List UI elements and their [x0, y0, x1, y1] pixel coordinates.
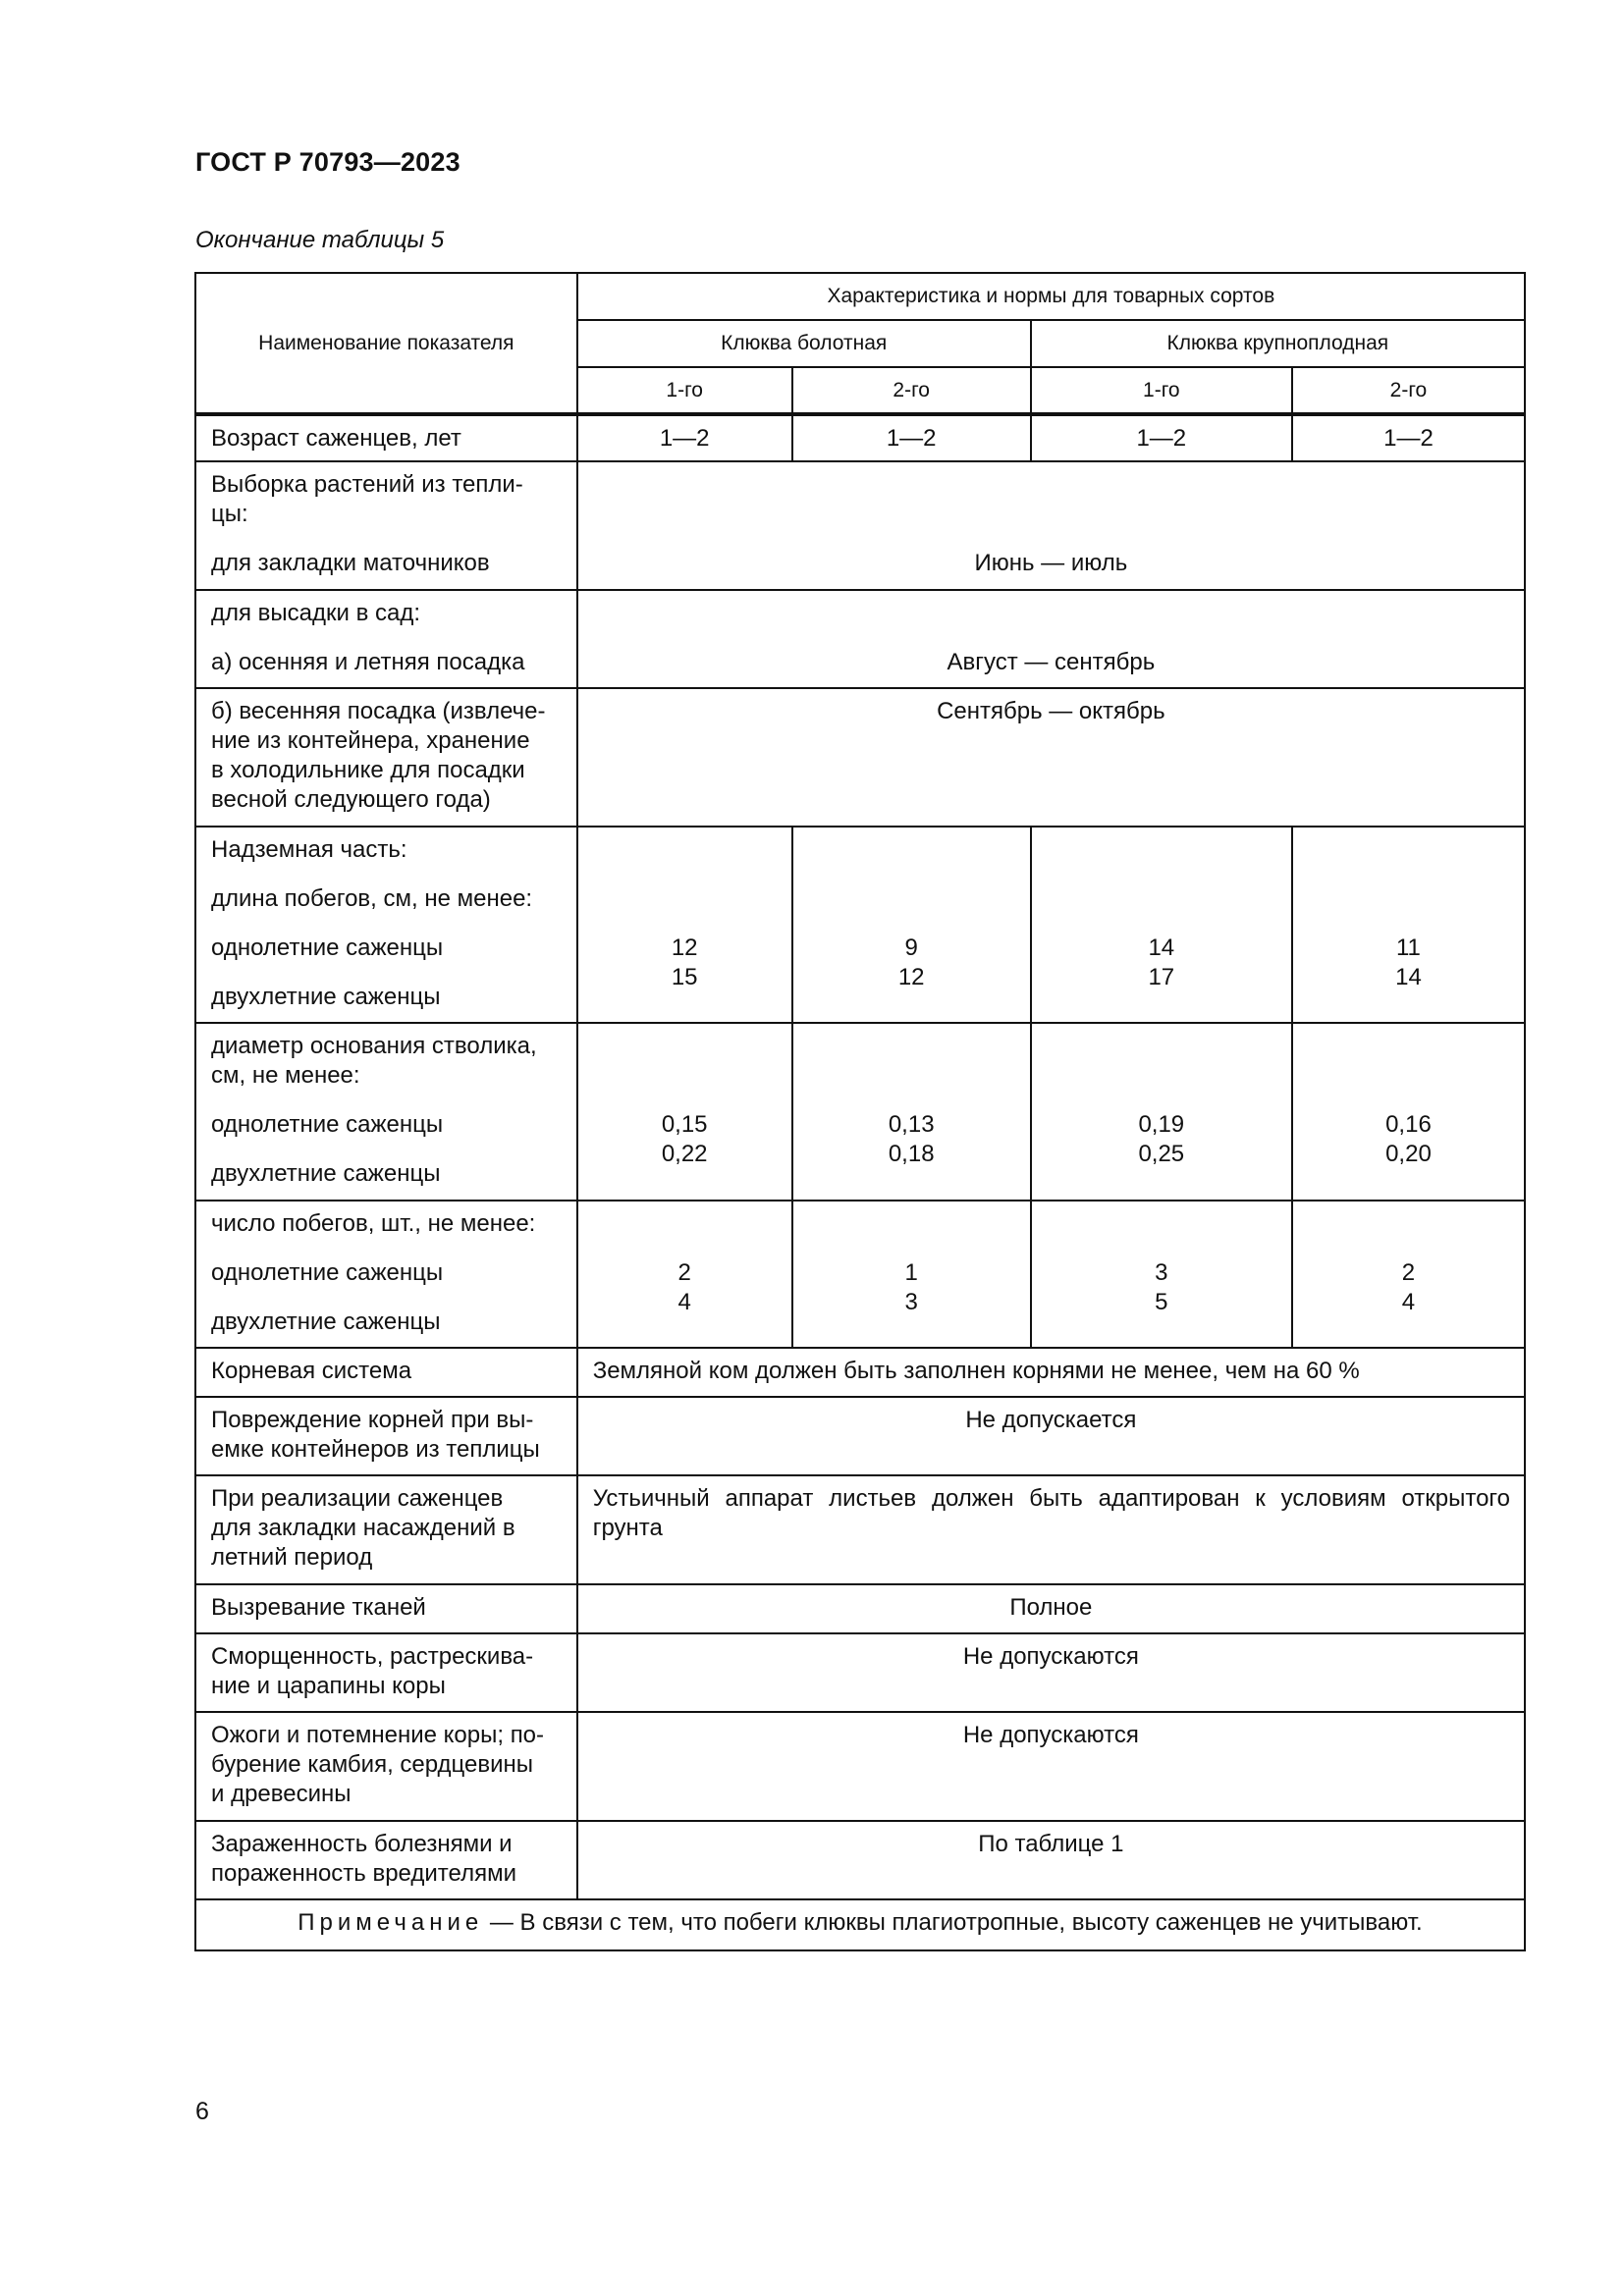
- value-one-year: 0,19: [1138, 1111, 1185, 1138]
- value-two-year: 0,18: [888, 1141, 935, 1167]
- label-line: двухлетние саженцы: [211, 1308, 441, 1335]
- cell-value: 1—2: [792, 414, 1031, 461]
- cell-value: По таблице 1: [577, 1821, 1525, 1899]
- cell-value: Сентябрь — октябрь: [577, 688, 1525, 827]
- value-one-year: 0,15: [661, 1111, 708, 1138]
- label-line: однолетние саженцы: [211, 1111, 444, 1138]
- row-label: Возраст саженцев, лет: [195, 414, 577, 461]
- table-row: [195, 1397, 1525, 1475]
- cell-value: [577, 1023, 792, 1201]
- cell-value: 1—2: [1031, 414, 1292, 461]
- cell-value: [577, 1201, 792, 1348]
- label-line: а) осенняя и летняя посадка: [211, 649, 525, 675]
- cell-value: Устьичный аппарат листьев должен быть адаптирован к условиям открытого грунта: [577, 1475, 1525, 1584]
- value-two-year: 0,20: [1385, 1141, 1432, 1167]
- label-line: бурение камбия, сердцевины: [211, 1751, 534, 1778]
- document-header: ГОСТ Р 70793—2023: [195, 147, 460, 177]
- cell-value: [1031, 1023, 1292, 1201]
- note-text: — В связи с тем, что побеги клюквы плагиотропные, высоту саженцев не учитывают.: [483, 1909, 1423, 1936]
- label-line: емке контейнеров из теплицы: [211, 1436, 540, 1463]
- label-line: При реализации саженцев: [211, 1485, 504, 1512]
- header-characteristics: Характеристика и нормы для товарных сортов: [577, 273, 1525, 320]
- row-label: [195, 1475, 577, 1584]
- row-label-spring: [195, 688, 577, 827]
- label-line: б) весенняя посадка (извлече-: [211, 698, 546, 724]
- value-two-year: 3: [904, 1289, 918, 1315]
- value-one-year: 0,13: [888, 1111, 935, 1138]
- header-grade: 1-го: [1031, 367, 1292, 414]
- page-number: 6: [195, 2098, 209, 2125]
- label-line: Выборка растений из тепли-: [211, 471, 523, 498]
- header-grade: 1-го: [577, 367, 792, 414]
- value-one-year: 0,16: [1385, 1111, 1432, 1138]
- value-one-year: 14: [1148, 934, 1175, 961]
- table-row: [195, 1201, 1525, 1348]
- label-line: ние и царапины коры: [211, 1673, 446, 1699]
- note-label: Примечание: [298, 1909, 484, 1936]
- table-caption: Окончание таблицы 5: [195, 227, 445, 253]
- label-line: для закладки насаждений в: [211, 1515, 515, 1541]
- table-note-row: [195, 1899, 1525, 1950]
- table-row: [195, 1023, 1525, 1201]
- cell-value: [792, 1023, 1031, 1201]
- row-label: Вызревание тканей: [195, 1584, 577, 1633]
- label-line: Надземная часть:: [211, 836, 407, 863]
- value-one-year: 11: [1395, 934, 1421, 961]
- value-two-year: 5: [1155, 1289, 1168, 1315]
- cell-value: Полное: [577, 1584, 1525, 1633]
- label-line: Сморщенность, растрескива-: [211, 1643, 534, 1670]
- cell-value: [1292, 1023, 1525, 1201]
- value-two-year: 4: [677, 1289, 691, 1315]
- row-label: [195, 1397, 577, 1475]
- value-two-year: 15: [671, 964, 698, 990]
- value-one-year: 9: [904, 934, 918, 961]
- label-line: Повреждение корней при вы-: [211, 1407, 534, 1433]
- cell-value: [1292, 1201, 1525, 1348]
- row-label: Корневая система: [195, 1348, 577, 1397]
- row-label-shoot-count: [195, 1201, 577, 1348]
- table-row: [195, 827, 1525, 1023]
- cell-value: [792, 1201, 1031, 1348]
- label-line: для высадки в сад:: [211, 600, 421, 626]
- table-row: [195, 1475, 1525, 1584]
- value-two-year: 0,22: [661, 1141, 708, 1167]
- value-two-year: 12: [897, 964, 925, 990]
- table-note: [195, 1899, 1525, 1950]
- cell-value: [577, 827, 792, 1023]
- row-label: [195, 1712, 577, 1821]
- label-line: длина побегов, см, не менее:: [211, 885, 533, 912]
- cell-value: [577, 461, 1525, 590]
- table-row: [195, 1584, 1525, 1633]
- label-line: и древесины: [211, 1781, 352, 1807]
- value-two-year: 14: [1395, 964, 1422, 990]
- cell-value: [1031, 827, 1292, 1023]
- value-one-year: 3: [1155, 1259, 1168, 1286]
- cell-value: 1—2: [1292, 414, 1525, 461]
- row-label-sampling: [195, 461, 577, 590]
- label-line: диаметр основания стволика,: [211, 1033, 537, 1059]
- header-variety-largefruit: Клюква крупноплодная: [1031, 320, 1525, 367]
- label-line: весной следующего года): [211, 786, 491, 813]
- label-line: Зараженность болезнями и: [211, 1831, 513, 1857]
- label-line: см, не менее:: [211, 1062, 360, 1089]
- label-line: ние из контейнера, хранение: [211, 727, 530, 754]
- value-two-year: 0,25: [1138, 1141, 1185, 1167]
- value-two-year: 17: [1148, 964, 1175, 990]
- header-grade: 2-го: [1292, 367, 1525, 414]
- table-row: [195, 688, 1525, 827]
- cell-value: [577, 590, 1525, 688]
- header-indicator-name: Наименование показателя: [195, 273, 577, 414]
- cell-value: [792, 827, 1031, 1023]
- cell-value: 1—2: [577, 414, 792, 461]
- label-line: Ожоги и потемнение коры; по-: [211, 1722, 545, 1748]
- label-line: однолетние саженцы: [211, 1259, 444, 1286]
- header-grade: 2-го: [792, 367, 1031, 414]
- table-row: [195, 414, 1525, 461]
- label-line: летний период: [211, 1544, 373, 1571]
- cell-value: Не допускается: [577, 1397, 1525, 1475]
- table-row: [195, 1348, 1525, 1397]
- label-line: двухлетние саженцы: [211, 984, 441, 1010]
- table-row: [195, 590, 1525, 688]
- value-one-year: 1: [904, 1259, 918, 1286]
- label-line: число побегов, шт., не менее:: [211, 1210, 536, 1237]
- table-row: [195, 1821, 1525, 1899]
- period-august-september: Август — сентябрь: [947, 649, 1156, 675]
- cell-value: [1292, 827, 1525, 1023]
- table-row: [195, 1712, 1525, 1821]
- label-line: однолетние саженцы: [211, 934, 444, 961]
- specification-table: [194, 272, 1526, 1951]
- label-line: для закладки маточников: [211, 550, 490, 576]
- cell-value: Земляной ком должен быть заполнен корнями не менее, чем на 60 %: [577, 1348, 1525, 1397]
- label-line: цы:: [211, 501, 248, 527]
- value-one-year: 2: [677, 1259, 691, 1286]
- cell-value: Не допускаются: [577, 1633, 1525, 1712]
- header-variety-swamp: Клюква болотная: [577, 320, 1031, 367]
- label-line: в холодильнике для посадки: [211, 757, 525, 783]
- row-label: [195, 1821, 577, 1899]
- value-one-year: 2: [1401, 1259, 1416, 1286]
- value-one-year: 12: [671, 934, 698, 961]
- row-label: [195, 1633, 577, 1712]
- label-line: пораженность вредителями: [211, 1860, 516, 1887]
- row-label-shoot-length: [195, 827, 577, 1023]
- table-row: [195, 1633, 1525, 1712]
- cell-value: Не допускаются: [577, 1712, 1525, 1821]
- cell-value: [1031, 1201, 1292, 1348]
- row-label-planting: [195, 590, 577, 688]
- row-label-diameter: [195, 1023, 577, 1201]
- period-june-july: Июнь — июль: [974, 550, 1128, 576]
- value-two-year: 4: [1401, 1289, 1416, 1315]
- table-row: [195, 461, 1525, 590]
- label-line: двухлетние саженцы: [211, 1160, 441, 1187]
